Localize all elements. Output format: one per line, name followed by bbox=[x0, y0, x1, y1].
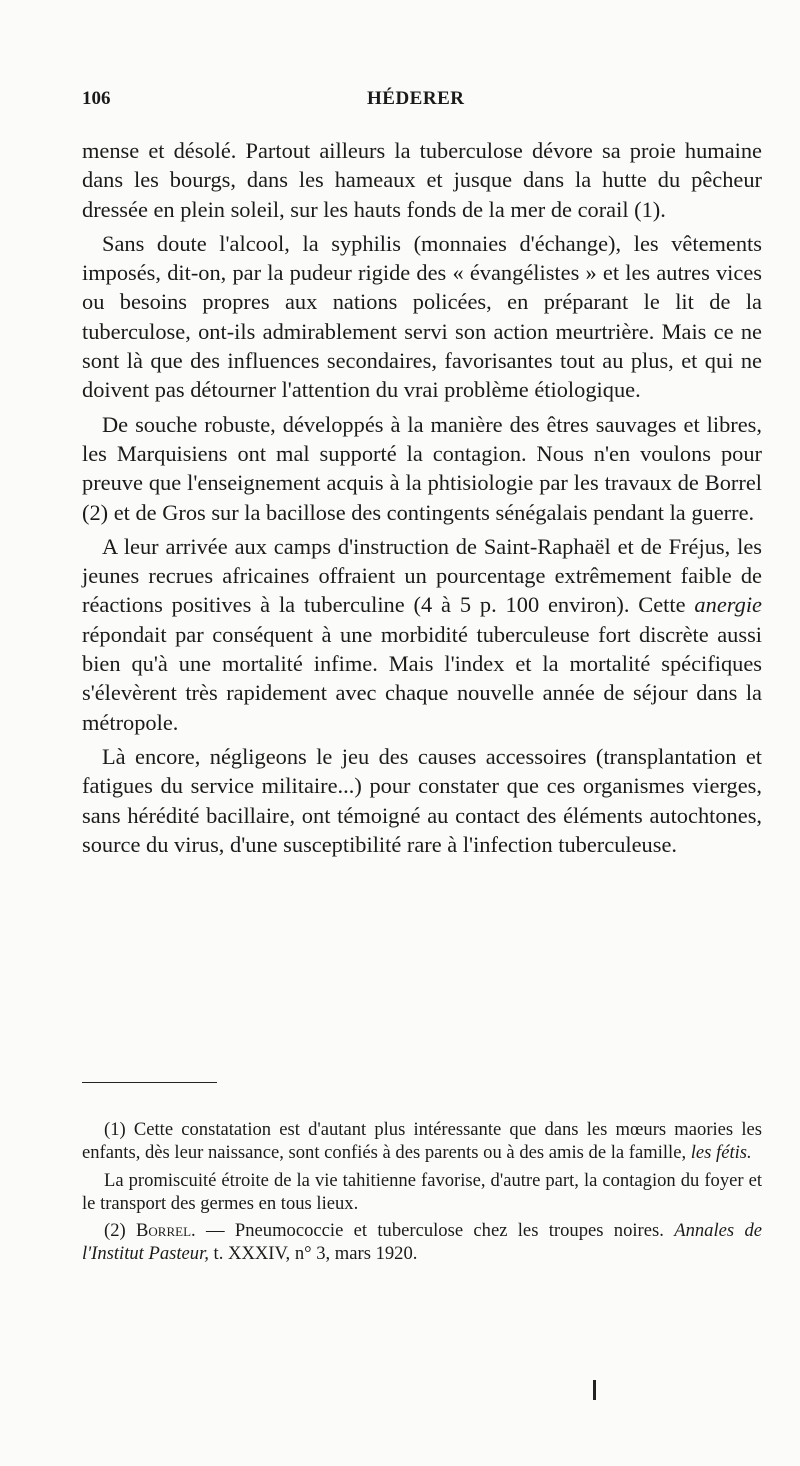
footnote-2-title: — Pneumococcie et tuberculose chez les troupes noires. bbox=[195, 1220, 675, 1242]
paragraph-3: De souche robuste, développés à la manière des êtres sauvages et libres, les Marquisiens ont mal supporté la contagion. Nous n'en voulons pour preuve que l'enseignement acquis à la phtisiologie par les travaux de Borrel (2) et de Gros sur la bacillose des contingents sénégalais pendant la guerre. bbox=[82, 411, 762, 525]
paragraph-5: Là encore, négligeons le jeu des causes accessoires (transplantation et fatigues du service militaire...) pour constater que ces organismes vierges, sans hérédité bacillaire, ont témoigné au contact des éléments autochtones, source du virus, d'une susceptibilité rare à l'infection tuberculeuse. bbox=[82, 743, 762, 857]
running-head: HÉDERER bbox=[367, 88, 465, 109]
page-number: 106 bbox=[82, 88, 111, 109]
footnote-2 bbox=[82, 1219, 762, 1266]
footnote-2-reference: t. XXXIV, n° 3, mars 1920. bbox=[208, 1243, 418, 1265]
footnote-1-text: (1) Cette constatation est d'autant plus intéressante que dans les mœurs maories les enfants, dès leur naissance, sont confiés à des parents ou à des amis de la famille, bbox=[82, 1119, 762, 1164]
footnote-2-journal: Annales de l'Institut Pasteur, bbox=[82, 1220, 762, 1265]
paragraph-1: mense et désolé. Partout ailleurs la tuberculose dévore sa proie humaine dans les bourgs, dans les hameaux et jusque dans la hutte du pêcheur dressée en plein soleil, sur les hauts fonds de la mer de corail (1). bbox=[82, 138, 762, 222]
main-text bbox=[82, 136, 762, 864]
footnote-rule bbox=[82, 1082, 217, 1083]
paragraph-2: Sans doute l'alcool, la syphilis (monnaies d'échange), les vêtements imposés, dit-on, par la pudeur rigide des « évangélistes » et les autres vices ou besoins propres aux nations policées, en préparant le lit de la tuberculose, ont-ils admirablement servi son action meurtrière. Mais ce ne sont là que des influences secondaires, favorisantes tout au plus, et qui ne doivent pas détourner l'attention du vrai problème étiologique. bbox=[82, 230, 762, 403]
footnotes bbox=[82, 1118, 762, 1270]
footnote-1-continued: La promiscuité étroite de la vie tahitienne favorise, d'autre part, la contagion du foyer et le transport des germes en tous lieux. bbox=[82, 1169, 762, 1214]
page-header bbox=[82, 88, 762, 118]
paragraph-4-text-a: A leur arrivée aux camps d'instruction de Saint-Raphaël et de Fréjus, les jeunes recrues africaines offraient un pourcentage extrêmement faible de réactions positives à la tuberculine (4 à 5 p. 100 environ). Cette bbox=[82, 533, 762, 618]
footnote-1-italic: les fétis. bbox=[690, 1142, 752, 1164]
paragraph-4-italic: anergie bbox=[694, 592, 762, 618]
paragraph-4 bbox=[82, 532, 762, 737]
footnote-2-marker: (2) bbox=[104, 1220, 136, 1242]
footnote-2-author: Borrel. bbox=[136, 1220, 196, 1242]
footnote-1 bbox=[82, 1118, 762, 1165]
ink-mark bbox=[593, 1380, 596, 1400]
paragraph-4-text-b: répondait par conséquent à une morbidité tuberculeuse fort discrète aussi bien qu'à une mortalité infime. Mais l'index et la mortalité spécifiques s'élevèrent très rapidement avec chaque nouvelle année de séjour dans la métropole. bbox=[82, 621, 762, 735]
